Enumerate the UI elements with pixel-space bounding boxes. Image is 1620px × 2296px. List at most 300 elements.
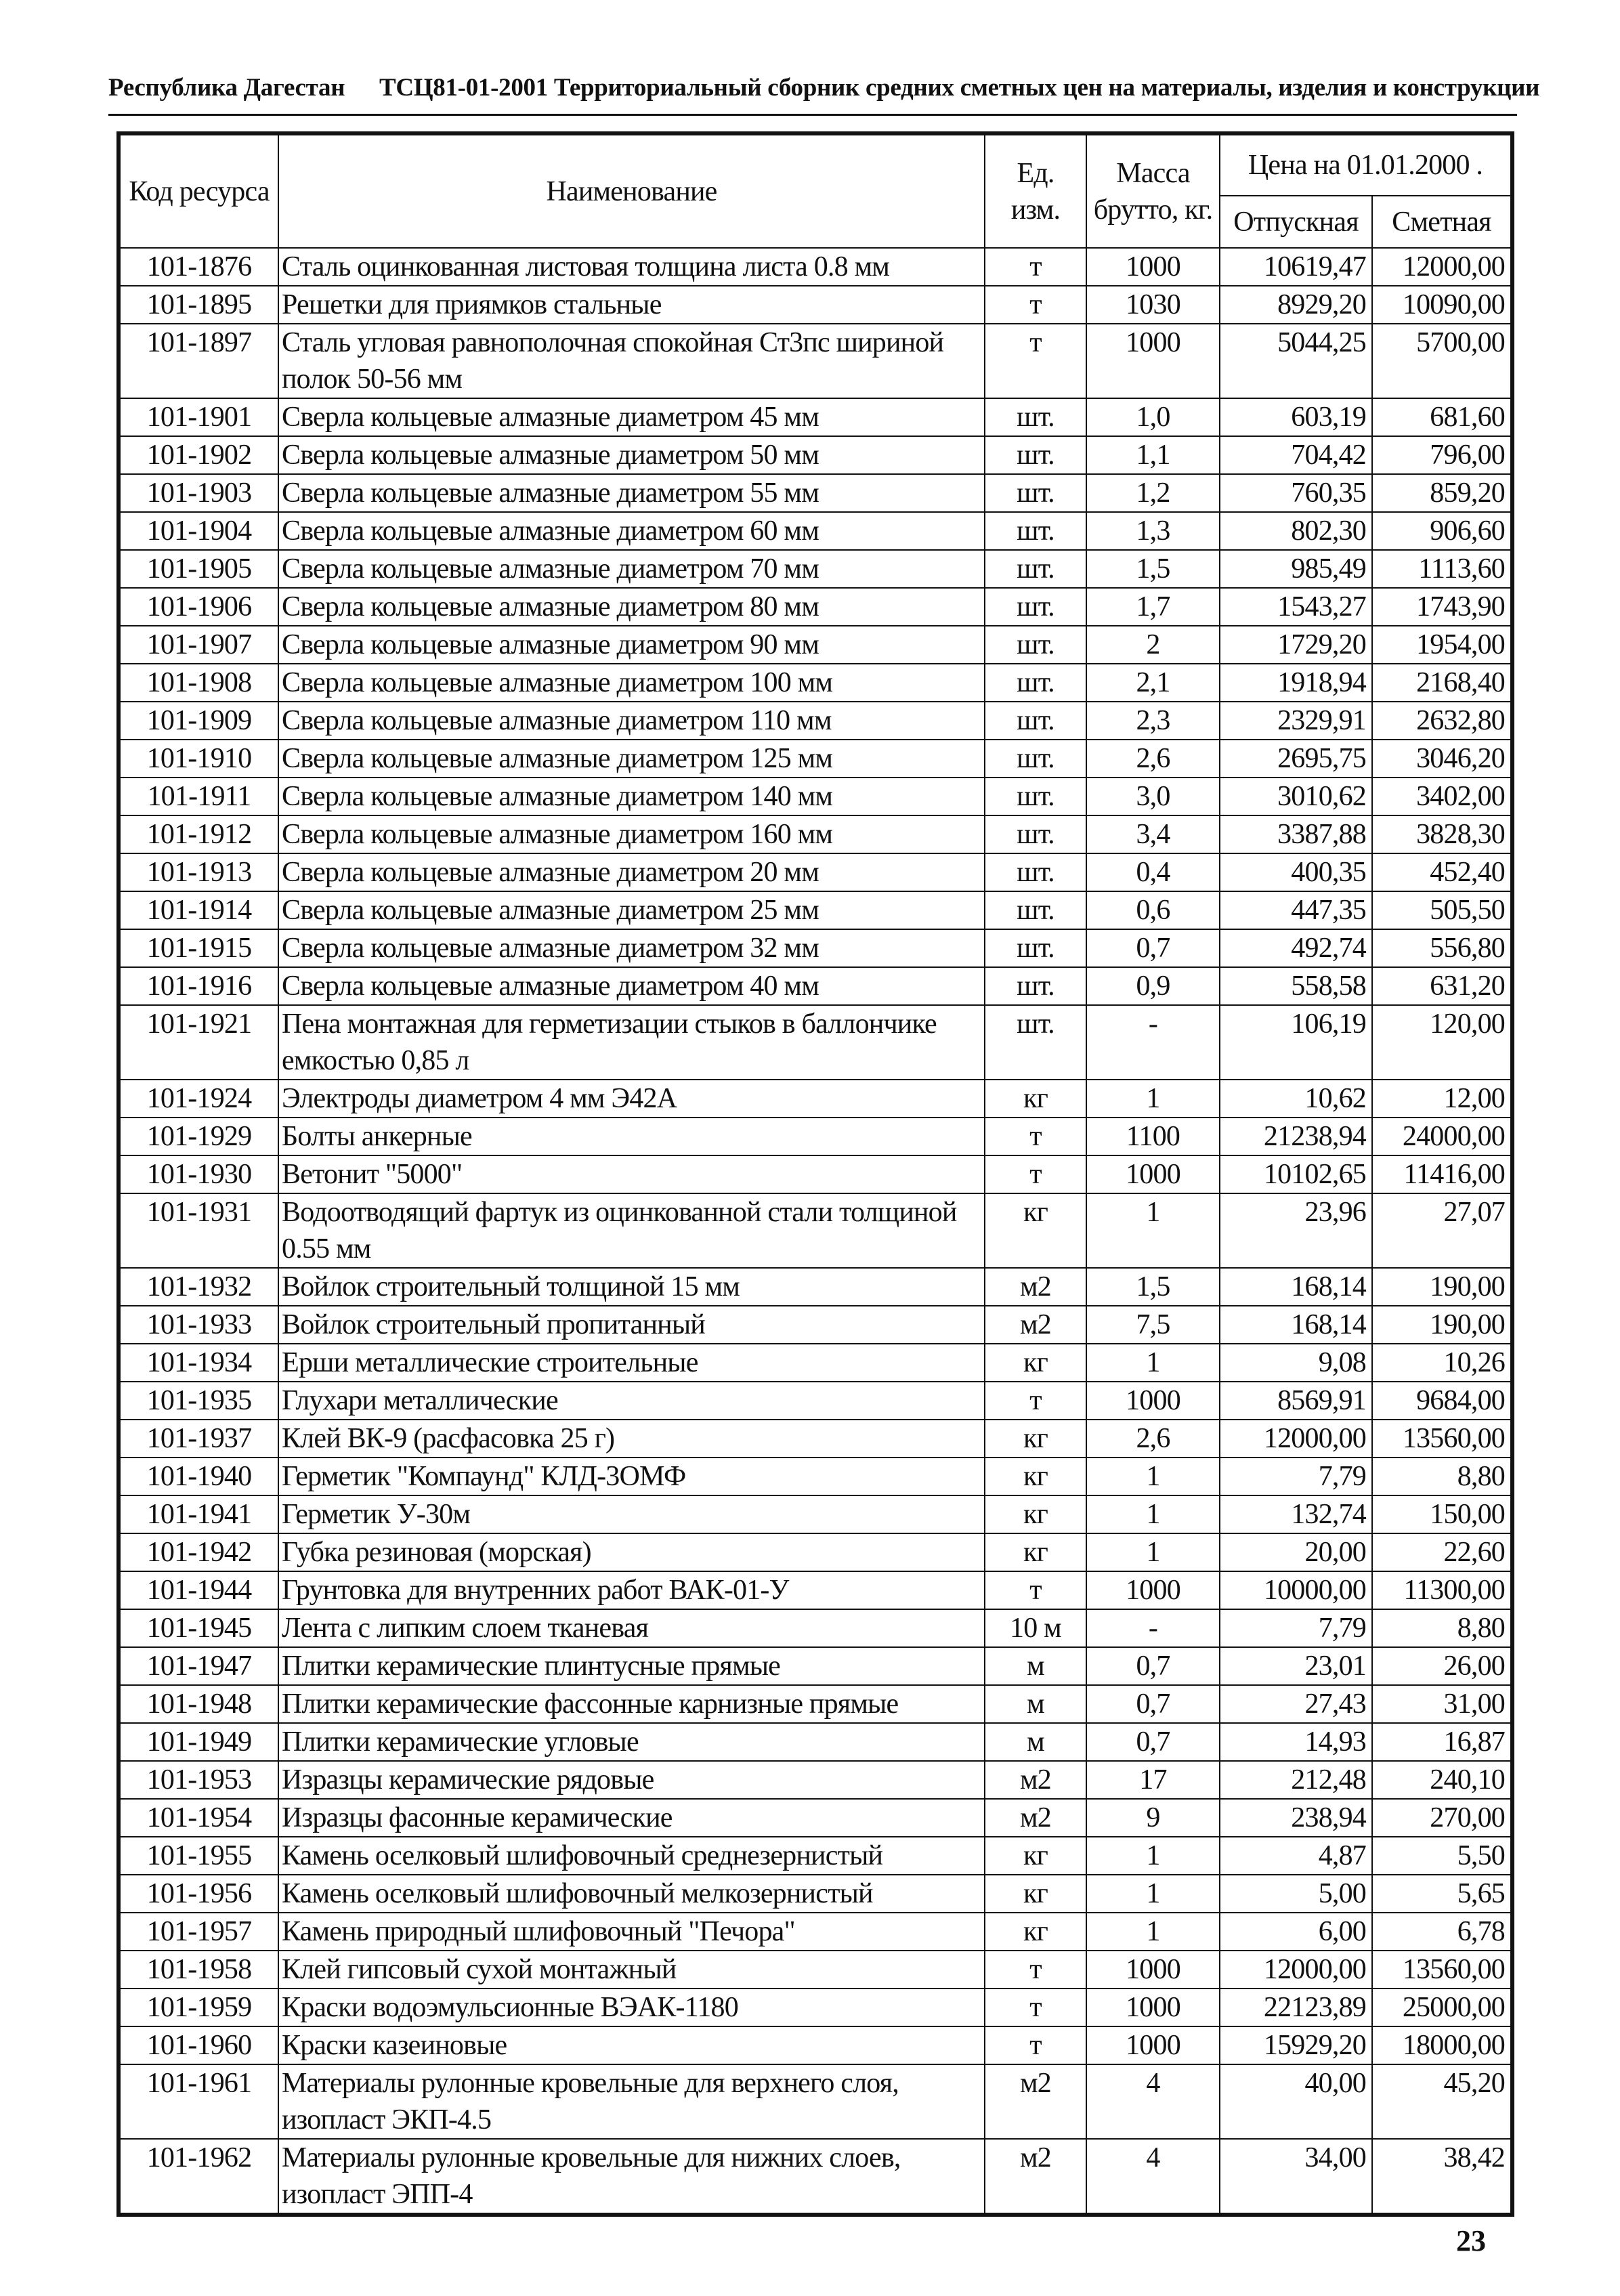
row-code-cell: 101-1915 (119, 929, 278, 967)
row-estimate-price-cell: 681,60 (1372, 398, 1512, 436)
row-mass-cell: 1,5 (1086, 550, 1220, 588)
row-release-price-cell: 802,30 (1220, 512, 1372, 550)
row-release-price-cell: 603,19 (1220, 398, 1372, 436)
row-name-cell: Сверла кольцевые алмазные диаметром 55 мм (278, 474, 985, 512)
row-estimate-price-cell: 11300,00 (1372, 1571, 1512, 1609)
row-code-cell: 101-1947 (119, 1647, 278, 1685)
row-release-price-cell: 400,35 (1220, 853, 1372, 891)
row-mass-cell: 1030 (1086, 286, 1220, 324)
row-code-cell: 101-1921 (119, 1005, 278, 1080)
row-code-cell: 101-1933 (119, 1306, 278, 1344)
table-row (119, 512, 1512, 550)
row-code-cell: 101-1912 (119, 815, 278, 853)
row-release-price-cell: 20,00 (1220, 1533, 1372, 1571)
row-name-cell: Камень оселковый шлифовочный среднезернистый (278, 1837, 985, 1875)
row-mass-cell: 1,3 (1086, 512, 1220, 550)
table-row (119, 1609, 1512, 1647)
row-code-cell: 101-1931 (119, 1193, 278, 1268)
row-name-cell: Краски казеиновые (278, 2026, 985, 2064)
table-row (119, 1875, 1512, 1913)
row-code-cell: 101-1904 (119, 512, 278, 550)
table-row (119, 588, 1512, 626)
row-code-cell: 101-1956 (119, 1875, 278, 1913)
row-name-cell: Сверла кольцевые алмазные диаметром 45 мм (278, 398, 985, 436)
row-unit-cell: шт. (985, 1005, 1086, 1080)
row-estimate-price-cell: 3828,30 (1372, 815, 1512, 853)
row-code-cell: 101-1960 (119, 2026, 278, 2064)
row-mass-cell: 1 (1086, 1533, 1220, 1571)
row-unit-cell: шт. (985, 929, 1086, 967)
row-estimate-price-cell: 120,00 (1372, 1005, 1512, 1080)
table-row (119, 1685, 1512, 1723)
row-unit-cell: т (985, 1571, 1086, 1609)
row-release-price-cell: 15929,20 (1220, 2026, 1372, 2064)
row-estimate-price-cell: 12,00 (1372, 1080, 1512, 1118)
row-unit-cell: шт. (985, 398, 1086, 436)
row-estimate-price-cell: 906,60 (1372, 512, 1512, 550)
table-row (119, 1761, 1512, 1799)
row-name-cell: Войлок строительный толщиной 15 мм (278, 1268, 985, 1306)
table-row (119, 1382, 1512, 1420)
row-estimate-price-cell: 18000,00 (1372, 2026, 1512, 2064)
row-release-price-cell: 2329,91 (1220, 702, 1372, 740)
row-unit-cell: шт. (985, 550, 1086, 588)
row-name-cell: Герметик У-30м (278, 1495, 985, 1533)
table-row (119, 853, 1512, 891)
row-name-cell: Краски водоэмульсионные ВЭАК-1180 (278, 1989, 985, 2026)
table-row (119, 1495, 1512, 1533)
row-release-price-cell: 168,14 (1220, 1306, 1372, 1344)
row-code-cell: 101-1954 (119, 1799, 278, 1837)
row-mass-cell: 1,2 (1086, 474, 1220, 512)
row-unit-cell: м2 (985, 2064, 1086, 2139)
row-release-price-cell: 558,58 (1220, 967, 1372, 1005)
col-header-name: Наименование (278, 133, 985, 248)
row-mass-cell: 1 (1086, 1080, 1220, 1118)
row-name-cell: Герметик "Компаунд" КЛД-3ОМФ (278, 1458, 985, 1495)
row-name-cell: Сверла кольцевые алмазные диаметром 125 мм (278, 740, 985, 778)
row-name-cell: Болты анкерные (278, 1118, 985, 1155)
row-code-cell: 101-1932 (119, 1268, 278, 1306)
table-row (119, 324, 1512, 398)
row-unit-cell: шт. (985, 626, 1086, 664)
row-code-cell: 101-1897 (119, 324, 278, 398)
row-estimate-price-cell: 10090,00 (1372, 286, 1512, 324)
row-estimate-price-cell: 556,80 (1372, 929, 1512, 967)
row-code-cell: 101-1901 (119, 398, 278, 436)
table-row (119, 436, 1512, 474)
row-unit-cell: шт. (985, 512, 1086, 550)
row-unit-cell: кг (985, 1344, 1086, 1382)
row-name-cell: Клей гипсовый сухой монтажный (278, 1951, 985, 1989)
row-name-cell: Ветонит "5000" (278, 1155, 985, 1193)
row-estimate-price-cell: 31,00 (1372, 1685, 1512, 1723)
header-region: Республика Дагестан (108, 74, 345, 102)
row-mass-cell: 1,1 (1086, 436, 1220, 474)
row-code-cell: 101-1958 (119, 1951, 278, 1989)
row-release-price-cell: 27,43 (1220, 1685, 1372, 1723)
header-title: ТСЦ81-01-2001 Территориальный сборник средних сметных цен на материалы, изделия и конструкции (379, 74, 1540, 102)
row-release-price-cell: 23,01 (1220, 1647, 1372, 1685)
row-mass-cell: 1,0 (1086, 398, 1220, 436)
row-mass-cell: 1100 (1086, 1118, 1220, 1155)
row-code-cell: 101-1957 (119, 1913, 278, 1951)
row-code-cell: 101-1942 (119, 1533, 278, 1571)
row-release-price-cell: 447,35 (1220, 891, 1372, 929)
row-unit-cell: кг (985, 1420, 1086, 1458)
row-code-cell: 101-1962 (119, 2139, 278, 2215)
row-name-cell: Сверла кольцевые алмазные диаметром 50 мм (278, 436, 985, 474)
row-code-cell: 101-1949 (119, 1723, 278, 1761)
row-name-cell: Решетки для приямков стальные (278, 286, 985, 324)
row-code-cell: 101-1929 (119, 1118, 278, 1155)
table-row (119, 967, 1512, 1005)
row-estimate-price-cell: 190,00 (1372, 1306, 1512, 1344)
row-name-cell: Камень природный шлифовочный "Печора" (278, 1913, 985, 1951)
row-estimate-price-cell: 240,10 (1372, 1761, 1512, 1799)
row-release-price-cell: 21238,94 (1220, 1118, 1372, 1155)
row-mass-cell: 4 (1086, 2139, 1220, 2215)
row-mass-cell: 1000 (1086, 2026, 1220, 2064)
row-unit-cell: кг (985, 1495, 1086, 1533)
row-code-cell: 101-1909 (119, 702, 278, 740)
row-release-price-cell: 12000,00 (1220, 1420, 1372, 1458)
row-code-cell: 101-1905 (119, 550, 278, 588)
table-row (119, 1571, 1512, 1609)
row-mass-cell: 7,5 (1086, 1306, 1220, 1344)
row-unit-cell: м2 (985, 1799, 1086, 1837)
row-name-cell: Сверла кольцевые алмазные диаметром 32 мм (278, 929, 985, 967)
table-row (119, 1458, 1512, 1495)
row-unit-cell: шт. (985, 778, 1086, 815)
row-mass-cell: 1 (1086, 1875, 1220, 1913)
table-row (119, 1723, 1512, 1761)
table-row (119, 550, 1512, 588)
row-mass-cell: 0,7 (1086, 1647, 1220, 1685)
row-release-price-cell: 3010,62 (1220, 778, 1372, 815)
table-row (119, 1005, 1512, 1080)
table-row (119, 2139, 1512, 2215)
table-row (119, 702, 1512, 740)
running-header (108, 73, 1540, 102)
row-mass-cell: 3,0 (1086, 778, 1220, 815)
row-release-price-cell: 8929,20 (1220, 286, 1372, 324)
row-release-price-cell: 2695,75 (1220, 740, 1372, 778)
row-mass-cell: - (1086, 1609, 1220, 1647)
row-unit-cell: м (985, 1685, 1086, 1723)
row-name-cell: Клей ВК-9 (расфасовка 25 г) (278, 1420, 985, 1458)
row-unit-cell: т (985, 1989, 1086, 2026)
table-row (119, 1268, 1512, 1306)
table-row (119, 474, 1512, 512)
row-mass-cell: 0,7 (1086, 929, 1220, 967)
table-row (119, 1306, 1512, 1344)
table-row (119, 664, 1512, 702)
row-name-cell: Материалы рулонные кровельные для нижних слоев, изопласт ЭПП-4 (278, 2139, 985, 2215)
row-mass-cell: 3,4 (1086, 815, 1220, 853)
row-code-cell: 101-1961 (119, 2064, 278, 2139)
row-code-cell: 101-1934 (119, 1344, 278, 1382)
table-row (119, 891, 1512, 929)
row-release-price-cell: 212,48 (1220, 1761, 1372, 1799)
row-mass-cell: 1,7 (1086, 588, 1220, 626)
row-mass-cell: 4 (1086, 2064, 1220, 2139)
row-release-price-cell: 12000,00 (1220, 1951, 1372, 1989)
row-code-cell: 101-1910 (119, 740, 278, 778)
row-estimate-price-cell: 5700,00 (1372, 324, 1512, 398)
row-code-cell: 101-1944 (119, 1571, 278, 1609)
row-estimate-price-cell: 631,20 (1372, 967, 1512, 1005)
row-estimate-price-cell: 9684,00 (1372, 1382, 1512, 1420)
row-release-price-cell: 1918,94 (1220, 664, 1372, 702)
row-name-cell: Войлок строительный пропитанный (278, 1306, 985, 1344)
row-unit-cell: шт. (985, 853, 1086, 891)
row-name-cell: Грунтовка для внутренних работ ВАК-01-У (278, 1571, 985, 1609)
table-row (119, 1193, 1512, 1268)
row-code-cell: 101-1916 (119, 967, 278, 1005)
row-estimate-price-cell: 2168,40 (1372, 664, 1512, 702)
row-release-price-cell: 5,00 (1220, 1875, 1372, 1913)
page-number: 23 (1456, 2224, 1486, 2257)
row-estimate-price-cell: 190,00 (1372, 1268, 1512, 1306)
row-release-price-cell: 40,00 (1220, 2064, 1372, 2139)
row-release-price-cell: 7,79 (1220, 1458, 1372, 1495)
row-unit-cell: кг (985, 1080, 1086, 1118)
row-mass-cell: 1 (1086, 1913, 1220, 1951)
row-unit-cell: кг (985, 1533, 1086, 1571)
row-unit-cell: кг (985, 1837, 1086, 1875)
row-code-cell: 101-1908 (119, 664, 278, 702)
row-unit-cell: т (985, 1951, 1086, 1989)
row-release-price-cell: 985,49 (1220, 550, 1372, 588)
table-row (119, 1951, 1512, 1989)
table-row (119, 286, 1512, 324)
row-estimate-price-cell: 2632,80 (1372, 702, 1512, 740)
row-name-cell: Изразцы фасонные керамические (278, 1799, 985, 1837)
table-row (119, 1913, 1512, 1951)
row-name-cell: Камень оселковый шлифовочный мелкозернистый (278, 1875, 985, 1913)
table-row (119, 929, 1512, 967)
row-estimate-price-cell: 38,42 (1372, 2139, 1512, 2215)
row-code-cell: 101-1940 (119, 1458, 278, 1495)
row-mass-cell: 1 (1086, 1193, 1220, 1268)
row-name-cell: Губка резиновая (морская) (278, 1533, 985, 1571)
row-name-cell: Водоотводящий фартук из оцинкованной стали толщиной 0.55 мм (278, 1193, 985, 1268)
col-header-mass: Масса брутто, кг. (1086, 133, 1220, 248)
table-row (119, 1344, 1512, 1382)
col-header-release-price: Отпускная (1220, 196, 1372, 248)
row-name-cell: Ерши металлические строительные (278, 1344, 985, 1382)
price-table (116, 131, 1514, 2217)
row-unit-cell: м (985, 1723, 1086, 1761)
row-estimate-price-cell: 150,00 (1372, 1495, 1512, 1533)
row-name-cell: Сверла кольцевые алмазные диаметром 60 мм (278, 512, 985, 550)
header-rule (108, 114, 1517, 116)
row-release-price-cell: 168,14 (1220, 1268, 1372, 1306)
row-unit-cell: м2 (985, 1268, 1086, 1306)
row-unit-cell: 10 м (985, 1609, 1086, 1647)
row-unit-cell: м2 (985, 1761, 1086, 1799)
table-row (119, 1420, 1512, 1458)
row-unit-cell: шт. (985, 436, 1086, 474)
row-code-cell: 101-1907 (119, 626, 278, 664)
row-estimate-price-cell: 13560,00 (1372, 1951, 1512, 1989)
row-name-cell: Изразцы керамические рядовые (278, 1761, 985, 1799)
row-mass-cell: 0,7 (1086, 1685, 1220, 1723)
row-unit-cell: т (985, 286, 1086, 324)
row-unit-cell: шт. (985, 588, 1086, 626)
row-code-cell: 101-1903 (119, 474, 278, 512)
col-header-code: Код ресурса (119, 133, 278, 248)
row-release-price-cell: 106,19 (1220, 1005, 1372, 1080)
row-release-price-cell: 10000,00 (1220, 1571, 1372, 1609)
row-release-price-cell: 704,42 (1220, 436, 1372, 474)
row-unit-cell: м (985, 1647, 1086, 1685)
row-estimate-price-cell: 859,20 (1372, 474, 1512, 512)
table-row (119, 2064, 1512, 2139)
row-mass-cell: 1 (1086, 1344, 1220, 1382)
row-unit-cell: кг (985, 1913, 1086, 1951)
row-unit-cell: кг (985, 1875, 1086, 1913)
row-release-price-cell: 10102,65 (1220, 1155, 1372, 1193)
row-mass-cell: 1000 (1086, 1989, 1220, 2026)
table-body (119, 248, 1512, 2215)
row-code-cell: 101-1935 (119, 1382, 278, 1420)
row-name-cell: Плитки керамические угловые (278, 1723, 985, 1761)
row-mass-cell: 2,3 (1086, 702, 1220, 740)
row-code-cell: 101-1876 (119, 248, 278, 286)
row-name-cell: Сверла кольцевые алмазные диаметром 140 мм (278, 778, 985, 815)
row-name-cell: Материалы рулонные кровельные для верхнего слоя, изопласт ЭКП-4.5 (278, 2064, 985, 2139)
row-unit-cell: шт. (985, 967, 1086, 1005)
row-name-cell: Сталь угловая равнополочная спокойная Ст3пс шириной полок 50-56 мм (278, 324, 985, 398)
row-estimate-price-cell: 13560,00 (1372, 1420, 1512, 1458)
row-estimate-price-cell: 1743,90 (1372, 588, 1512, 626)
table-row (119, 740, 1512, 778)
row-unit-cell: шт. (985, 474, 1086, 512)
row-estimate-price-cell: 22,60 (1372, 1533, 1512, 1571)
row-name-cell: Сверла кольцевые алмазные диаметром 100 мм (278, 664, 985, 702)
row-mass-cell: 2,1 (1086, 664, 1220, 702)
row-release-price-cell: 34,00 (1220, 2139, 1372, 2215)
row-unit-cell: м2 (985, 2139, 1086, 2215)
row-mass-cell: - (1086, 1005, 1220, 1080)
table-row (119, 2026, 1512, 2064)
row-estimate-price-cell: 16,87 (1372, 1723, 1512, 1761)
row-unit-cell: шт. (985, 702, 1086, 740)
row-unit-cell: т (985, 324, 1086, 398)
row-release-price-cell: 238,94 (1220, 1799, 1372, 1837)
row-name-cell: Глухари металлические (278, 1382, 985, 1420)
row-mass-cell: 0,7 (1086, 1723, 1220, 1761)
row-name-cell: Сверла кольцевые алмазные диаметром 70 мм (278, 550, 985, 588)
row-name-cell: Плитки керамические фассонные карнизные прямые (278, 1685, 985, 1723)
row-estimate-price-cell: 3402,00 (1372, 778, 1512, 815)
row-mass-cell: 1000 (1086, 1571, 1220, 1609)
row-release-price-cell: 10619,47 (1220, 248, 1372, 286)
row-unit-cell: шт. (985, 891, 1086, 929)
row-estimate-price-cell: 25000,00 (1372, 1989, 1512, 2026)
row-mass-cell: 1,5 (1086, 1268, 1220, 1306)
row-name-cell: Сверла кольцевые алмазные диаметром 80 мм (278, 588, 985, 626)
row-mass-cell: 1000 (1086, 1382, 1220, 1420)
row-estimate-price-cell: 45,20 (1372, 2064, 1512, 2139)
row-mass-cell: 0,9 (1086, 967, 1220, 1005)
row-code-cell: 101-1937 (119, 1420, 278, 1458)
row-code-cell: 101-1955 (119, 1837, 278, 1875)
row-name-cell: Электроды диаметром 4 мм Э42А (278, 1080, 985, 1118)
row-estimate-price-cell: 8,80 (1372, 1458, 1512, 1495)
row-release-price-cell: 7,79 (1220, 1609, 1372, 1647)
row-mass-cell: 1 (1086, 1837, 1220, 1875)
row-code-cell: 101-1906 (119, 588, 278, 626)
row-code-cell: 101-1914 (119, 891, 278, 929)
row-name-cell: Сверла кольцевые алмазные диаметром 90 мм (278, 626, 985, 664)
row-name-cell: Сверла кольцевые алмазные диаметром 160 мм (278, 815, 985, 853)
table-row (119, 1799, 1512, 1837)
row-estimate-price-cell: 3046,20 (1372, 740, 1512, 778)
table-row (119, 248, 1512, 286)
row-code-cell: 101-1953 (119, 1761, 278, 1799)
row-release-price-cell: 1729,20 (1220, 626, 1372, 664)
row-name-cell: Сверла кольцевые алмазные диаметром 40 мм (278, 967, 985, 1005)
row-unit-cell: кг (985, 1193, 1086, 1268)
row-unit-cell: шт. (985, 664, 1086, 702)
row-mass-cell: 1 (1086, 1495, 1220, 1533)
row-release-price-cell: 4,87 (1220, 1837, 1372, 1875)
row-estimate-price-cell: 796,00 (1372, 436, 1512, 474)
row-name-cell: Сверла кольцевые алмазные диаметром 110 мм (278, 702, 985, 740)
row-estimate-price-cell: 26,00 (1372, 1647, 1512, 1685)
row-estimate-price-cell: 8,80 (1372, 1609, 1512, 1647)
row-estimate-price-cell: 12000,00 (1372, 248, 1512, 286)
row-estimate-price-cell: 1113,60 (1372, 550, 1512, 588)
row-name-cell: Лента с липким слоем тканевая (278, 1609, 985, 1647)
row-unit-cell: т (985, 248, 1086, 286)
row-release-price-cell: 3387,88 (1220, 815, 1372, 853)
table-row (119, 778, 1512, 815)
row-code-cell: 101-1924 (119, 1080, 278, 1118)
row-estimate-price-cell: 6,78 (1372, 1913, 1512, 1951)
row-release-price-cell: 6,00 (1220, 1913, 1372, 1951)
row-release-price-cell: 8569,91 (1220, 1382, 1372, 1420)
row-mass-cell: 0,4 (1086, 853, 1220, 891)
row-name-cell: Пена монтажная для герметизации стыков в баллончике емкостью 0,85 л (278, 1005, 985, 1080)
row-estimate-price-cell: 11416,00 (1372, 1155, 1512, 1193)
table-row (119, 1837, 1512, 1875)
row-release-price-cell: 492,74 (1220, 929, 1372, 967)
row-estimate-price-cell: 270,00 (1372, 1799, 1512, 1837)
row-estimate-price-cell: 452,40 (1372, 853, 1512, 891)
row-mass-cell: 1000 (1086, 1155, 1220, 1193)
row-unit-cell: т (985, 1118, 1086, 1155)
row-unit-cell: т (985, 1382, 1086, 1420)
row-unit-cell: м2 (985, 1306, 1086, 1344)
row-code-cell: 101-1948 (119, 1685, 278, 1723)
col-header-estimate-price: Сметная (1372, 196, 1512, 248)
col-header-unit: Ед. изм. (985, 133, 1086, 248)
row-unit-cell: т (985, 1155, 1086, 1193)
row-mass-cell: 1 (1086, 1458, 1220, 1495)
row-release-price-cell: 132,74 (1220, 1495, 1372, 1533)
row-release-price-cell: 10,62 (1220, 1080, 1372, 1118)
row-mass-cell: 1000 (1086, 324, 1220, 398)
table-row (119, 1155, 1512, 1193)
table-row (119, 1533, 1512, 1571)
row-mass-cell: 0,6 (1086, 891, 1220, 929)
row-name-cell: Сверла кольцевые алмазные диаметром 20 мм (278, 853, 985, 891)
row-code-cell: 101-1902 (119, 436, 278, 474)
